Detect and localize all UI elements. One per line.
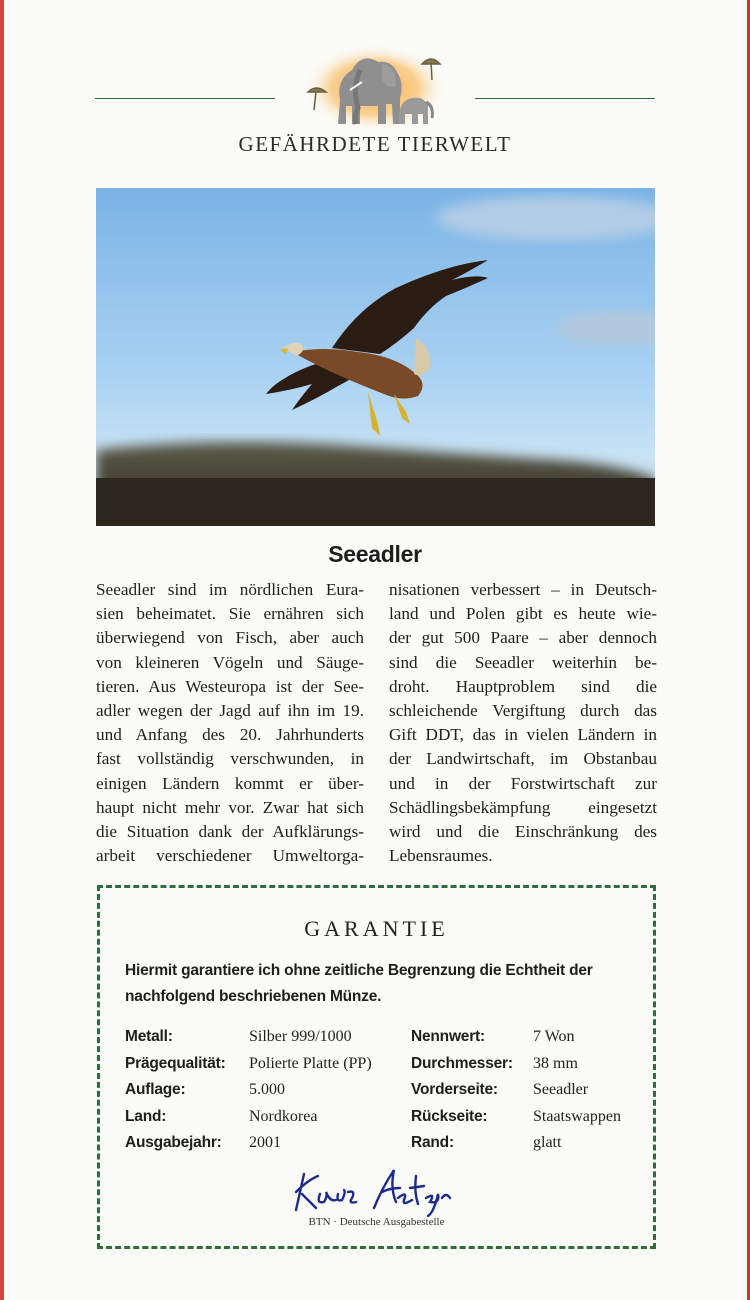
spec-value: Seeadler: [533, 1081, 589, 1098]
text-line: Gift DDT, das in vielen Ländern in: [389, 725, 657, 745]
elephant-logo-icon: [300, 40, 450, 132]
spec-labels-left: [125, 1024, 226, 1157]
spec-label: Auflage:: [125, 1081, 186, 1098]
spec-values-right: [533, 1024, 621, 1157]
text-line: der gut 500 Paare – aber dennoch: [389, 628, 657, 648]
signature-caption: BTN · Deutsche Ausgabestelle: [308, 1216, 445, 1228]
text-line: haupt nicht mehr vor. Zwar hat sich: [96, 797, 364, 817]
spec-value: 5.000: [249, 1081, 285, 1098]
header-rule-right: [475, 98, 655, 99]
text-line: wird und die Einschränkung des: [389, 822, 657, 842]
series-title: GEFÄHRDETE TIERWELT: [238, 132, 512, 156]
spec-value: 2001: [249, 1134, 281, 1151]
text-line: die Situation dank der Aufklärungs-: [96, 822, 364, 842]
spec-label: Prägequalität:: [125, 1054, 226, 1072]
spec-values-left: [249, 1024, 372, 1157]
text-line: fast vollständig verschwunden, in: [96, 749, 364, 769]
spec-label: Rückseite:: [411, 1107, 488, 1125]
text-line: nisationen verbessert – in Deutsch-: [389, 580, 657, 599]
guarantee-title: GARANTIE: [304, 916, 449, 941]
spec-label: Nennwert:: [411, 1028, 485, 1045]
text-line: land und Polen gibt es heute wie-: [389, 604, 657, 624]
spec-label: Durchmesser:: [411, 1054, 513, 1072]
article-title: Seeadler: [328, 541, 422, 567]
spec-label: Land:: [125, 1107, 167, 1125]
spec-value: 38 mm: [533, 1054, 578, 1072]
spec-label: Vorderseite:: [411, 1081, 498, 1098]
text-line: der Landwirtschaft, im Obstanbau: [389, 749, 657, 769]
text-line: tieren. Aus Westeuropa ist der See-: [96, 676, 364, 696]
text-line: sien beheimatet. Sie ernähren sich: [96, 604, 364, 624]
spec-label: Metall:: [125, 1028, 173, 1045]
spec-value: 7 Won: [533, 1028, 575, 1045]
article-column-left: [96, 578, 364, 868]
text-line: schleichende Vergiftung durch das: [389, 701, 657, 721]
header-rule-left: [95, 98, 275, 99]
spec-label: Ausgabejahr:: [125, 1134, 222, 1151]
text-line: sind die Seeadler weiterhin be-: [389, 652, 657, 672]
text-line: und Anfang des 20. Jahrhunderts: [96, 725, 364, 745]
spec-value: glatt: [533, 1134, 562, 1151]
text-line: überwiegend von Fisch, aber auch: [96, 628, 364, 648]
text-line: einigen Ländern kommt er über-: [96, 773, 364, 793]
text-line: Seeadler sind im nördlichen Eura-: [96, 580, 364, 599]
spec-value: Staatswappen: [533, 1107, 621, 1125]
spec-label: Rand:: [411, 1134, 454, 1151]
text-line: und in der Forstwirtschaft zur: [389, 773, 657, 793]
spec-labels-right: [411, 1024, 513, 1157]
text-line: Lebensraumes.: [389, 846, 493, 866]
left-edge-stripe: [0, 0, 4, 1300]
spec-value: Polierte Platte (PP): [249, 1054, 372, 1072]
sea-eagle-photo: [96, 188, 655, 526]
handwritten-signature: [290, 1158, 465, 1218]
text-line: droht. Hauptproblem sind die: [389, 676, 657, 696]
text-line: arbeit verschiedener Umweltorga-: [96, 846, 364, 866]
spec-value: Nordkorea: [249, 1107, 318, 1125]
article-column-right: [389, 578, 657, 868]
text-line: von kleineren Vögeln und Säuge-: [96, 652, 364, 672]
guarantee-box: [97, 885, 656, 1249]
text-line: adler wegen der Jagd auf ihn im 19.: [96, 701, 364, 721]
text-line: Schädlingsbekämpfung eingesetzt: [389, 797, 657, 817]
spec-value: Silber 999/1000: [249, 1028, 352, 1045]
guarantee-text: Hiermit garantiere ich ohne zeitliche Begrenzung die Echtheit der nachfolgend beschriebenen Münze.: [125, 962, 593, 1005]
